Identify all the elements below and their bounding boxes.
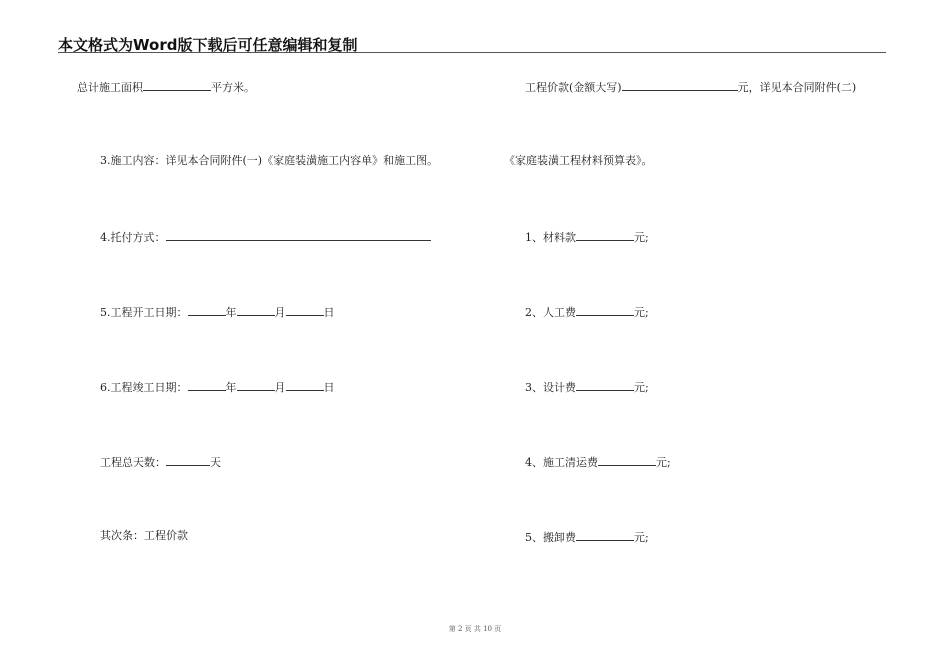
budget-table-title: 《家庭装潢工程材料预算表》。 (504, 154, 653, 167)
labor-fee-blank[interactable] (576, 304, 634, 316)
end-day-label: 日 (323, 381, 335, 394)
project-price-label: 工程价款(金额大写) (525, 81, 622, 94)
fee-label: 5、搬卸费 (525, 531, 576, 544)
fee-line-labor (525, 304, 649, 320)
item4-payment-method-line (100, 229, 431, 245)
fee-unit: 元; (634, 231, 649, 244)
total-area-label: 总计施工面积 (77, 81, 143, 94)
design-fee-blank[interactable] (576, 379, 634, 391)
payment-method-blank[interactable] (166, 229, 431, 241)
fee-unit: 元; (634, 381, 649, 394)
header-divider (58, 52, 886, 53)
cleanup-fee-blank[interactable] (598, 454, 656, 466)
start-day-blank[interactable] (286, 304, 324, 316)
end-month-label: 月 (274, 381, 286, 394)
fee-line-materials (525, 229, 649, 245)
item3-construction-content: 3.施工内容：详见本合同附件(一)《家庭装潢施工内容单》和施工图。 (100, 154, 439, 167)
fee-line-moving (525, 529, 649, 545)
document-header-title: 本文格式为Word版下载后可任意编辑和复制 (58, 36, 358, 54)
end-year-blank[interactable] (188, 379, 226, 391)
item5-label: 5.工程开工日期： (100, 306, 188, 319)
clause-2-title: 其次条：工程价款 (100, 529, 188, 542)
fee-line-cleanup (525, 454, 671, 470)
total-days-label: 工程总天数： (100, 456, 166, 469)
total-days-blank[interactable] (166, 454, 210, 466)
moving-fee-blank[interactable] (576, 529, 634, 541)
end-year-label: 年 (225, 381, 237, 394)
total-days-line (100, 454, 221, 470)
item4-label: 4.托付方式： (100, 231, 166, 244)
item6-label: 6.工程竣工日期： (100, 381, 188, 394)
start-month-label: 月 (274, 306, 286, 319)
item5-start-date-line (100, 304, 335, 320)
start-year-blank[interactable] (188, 304, 226, 316)
total-days-unit: 天 (210, 456, 221, 469)
total-area-blank[interactable] (143, 79, 211, 91)
project-price-blank[interactable] (622, 79, 738, 91)
fee-label: 2、人工费 (525, 306, 576, 319)
project-price-line (525, 79, 856, 95)
fee-label: 4、施工清运费 (525, 456, 598, 469)
end-day-blank[interactable] (286, 379, 324, 391)
fee-unit: 元; (656, 456, 671, 469)
materials-fee-blank[interactable] (576, 229, 634, 241)
total-area-line (77, 79, 255, 95)
page-number-footer: 第 2 页 共 10 页 (448, 625, 502, 633)
start-month-blank[interactable] (237, 304, 275, 316)
end-month-blank[interactable] (237, 379, 275, 391)
start-year-label: 年 (225, 306, 237, 319)
fee-unit: 元; (634, 531, 649, 544)
fee-unit: 元; (634, 306, 649, 319)
start-day-label: 日 (323, 306, 335, 319)
total-area-unit: 平方米。 (211, 81, 255, 94)
item6-end-date-line (100, 379, 335, 395)
fee-label: 1、材料款 (525, 231, 576, 244)
fee-label: 3、设计费 (525, 381, 576, 394)
fee-line-design (525, 379, 649, 395)
project-price-suffix: 元，详见本合同附件(二) (737, 81, 857, 94)
